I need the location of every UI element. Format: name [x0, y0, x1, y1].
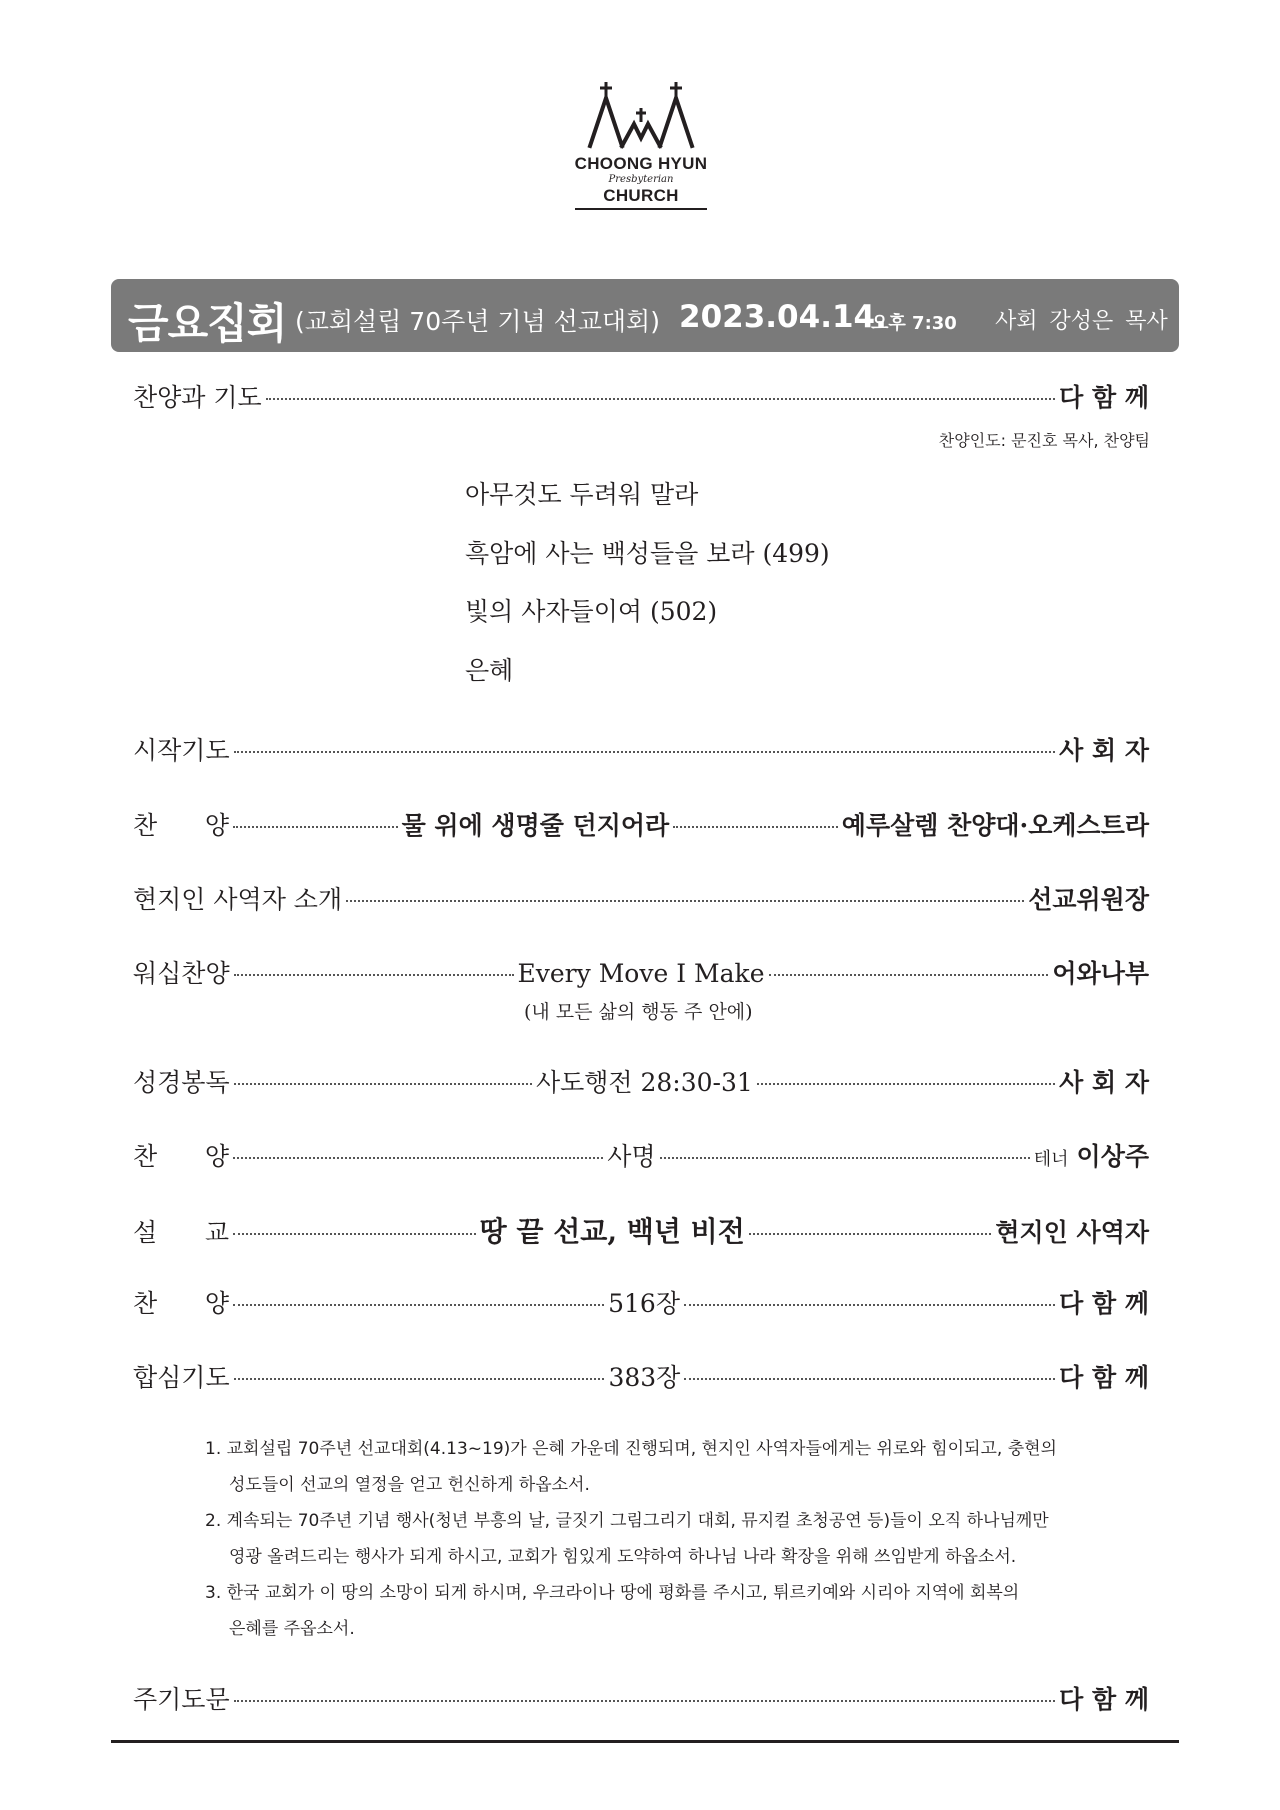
program-leader: 예루살렘 찬양대·오케스트라 — [841, 811, 1150, 840]
dot-leader — [234, 1083, 532, 1085]
program-leader: 어와나부 — [1052, 959, 1150, 988]
church-logo — [572, 80, 710, 215]
logo-name-sub: Presbyterian — [608, 174, 674, 185]
prayer-topics-list — [205, 1431, 1105, 1647]
dot-leader — [233, 1304, 604, 1306]
program-label: 설 교 — [133, 1218, 229, 1247]
dot-leader — [660, 1157, 1030, 1159]
dot-leader — [673, 826, 838, 828]
program-row-anthem-1 — [133, 806, 1149, 846]
service-subtitle: (교회설립 70주년 기념 선교대회) — [295, 307, 660, 336]
program-title: 사도행전 28:30-31 — [535, 1068, 753, 1097]
program-label: 성경봉독 — [133, 1068, 230, 1097]
program-title: 사명 — [607, 1142, 656, 1171]
logo-underline — [575, 208, 707, 210]
prayer-topic-1-line2: 성도들이 선교의 열정을 얻고 헌신하게 하옵소서. — [229, 1475, 590, 1495]
dot-leader — [234, 1378, 605, 1380]
program-leader: 다 함 께 — [1059, 1685, 1149, 1714]
program-label: 주기도문 — [133, 1685, 230, 1714]
program-leader-role: 테너 — [1033, 1149, 1069, 1170]
program-title: 물 위에 생명줄 던지어라 — [401, 811, 670, 840]
dot-leader — [346, 900, 1024, 902]
program-leader: 현지인 사역자 — [995, 1218, 1150, 1247]
program-row-sermon — [133, 1210, 1149, 1250]
service-date: 2023.04.14. — [679, 299, 887, 335]
church-spires-icon — [584, 80, 698, 150]
bottom-divider — [111, 1740, 1179, 1743]
service-title: 금요집회 — [128, 299, 287, 348]
dot-leader — [757, 1083, 1055, 1085]
prayer-topic-2-line2: 영광 올려드리는 행사가 되게 하시고, 교회가 힘있게 도약하여 하나님 나라 확장을 위해 쓰임받게 하옵소서. — [229, 1547, 1017, 1567]
sermon-title: 땅 끝 선교, 백년 비전 — [479, 1215, 745, 1248]
prayer-topic-3-line1: 3. 한국 교회가 이 땅의 소망이 되게 하시며, 우크라이나 땅에 평화를 주시고, 튀르키예와 시리아 지역에 회복의 — [205, 1583, 1020, 1603]
program-row-scripture — [133, 1063, 1149, 1103]
program-label: 시작기도 — [133, 736, 230, 765]
program-label: 찬 양 — [133, 1289, 229, 1318]
dot-leader — [684, 1304, 1055, 1306]
praise-song-2: 흑암에 사는 백성들을 보라 (499) — [465, 539, 830, 568]
program-row-missionary-intro — [133, 880, 1149, 920]
worship-subtitle: (내 모든 삶의 행동 주 안에) — [524, 1001, 753, 1023]
program-row-anthem-2 — [133, 1137, 1149, 1177]
program-leader: 다 함 께 — [1059, 383, 1149, 412]
dot-leader — [233, 826, 398, 828]
dot-leader — [266, 398, 1055, 400]
program-leader: 사 회 자 — [1059, 736, 1149, 765]
program-row-opening-prayer — [133, 731, 1149, 771]
program-row-lords-prayer — [133, 1680, 1149, 1720]
program-title: Every Move I Make — [517, 959, 765, 988]
praise-song-1: 아무것도 두려워 말라 — [465, 480, 699, 509]
service-time: 오후 7:30 — [871, 313, 957, 334]
program-row-hymn-516 — [133, 1284, 1149, 1324]
prayer-topic-3-line2: 은혜를 주옵소서. — [229, 1619, 355, 1639]
program-leader: 다 함 께 — [1059, 1363, 1149, 1392]
program-title: 383장 — [608, 1363, 681, 1392]
dot-leader — [234, 1700, 1056, 1702]
service-host: 사회 강성은 목사 — [995, 309, 1168, 334]
prayer-topic-2-line1: 2. 계속되는 70주년 기념 행사(청년 부흥의 날, 글짓기 그림그리기 대회, 뮤지컬 초청공연 등)들이 오직 하나님께만 — [205, 1511, 1049, 1531]
praise-song-4: 은혜 — [465, 656, 514, 685]
program-row-worship — [133, 954, 1149, 994]
dot-leader — [749, 1233, 992, 1235]
program-label: 찬 양 — [133, 811, 229, 840]
program-label: 찬양과 기도 — [133, 383, 262, 412]
program-row-united-prayer — [133, 1358, 1149, 1398]
program-leader: 이상주 — [1076, 1142, 1149, 1171]
program-label: 워십찬양 — [133, 959, 230, 988]
program-label: 현지인 사역자 소개 — [133, 885, 343, 914]
dot-leader — [234, 974, 514, 976]
dot-leader — [769, 974, 1049, 976]
program-leader: 다 함 께 — [1059, 1289, 1149, 1318]
logo-name-top: CHOONG HYUN — [574, 154, 708, 173]
logo-name-bottom: CHURCH — [603, 186, 679, 205]
program-row-praise-prayer — [133, 378, 1149, 418]
dot-leader — [234, 751, 1056, 753]
dot-leader — [233, 1233, 476, 1235]
service-header — [111, 279, 1179, 352]
program-title: 516장 — [608, 1289, 680, 1318]
dot-leader — [233, 1157, 603, 1159]
praise-song-3: 빛의 사자들이여 (502) — [465, 597, 718, 626]
program-label: 합심기도 — [133, 1363, 230, 1392]
program-label: 찬 양 — [133, 1142, 229, 1171]
dot-leader — [684, 1378, 1055, 1380]
program-leader: 사 회 자 — [1059, 1068, 1150, 1097]
praise-leader-note: 찬양인도: 문진호 목사, 찬양팀 — [938, 431, 1150, 450]
prayer-topic-1-line1: 1. 교회설립 70주년 선교대회(4.13~19)가 은혜 가운데 진행되며, 현지인 사역자들에게는 위로와 힘이되고, 충현의 — [205, 1439, 1057, 1459]
program-leader: 선교위원장 — [1028, 885, 1149, 914]
